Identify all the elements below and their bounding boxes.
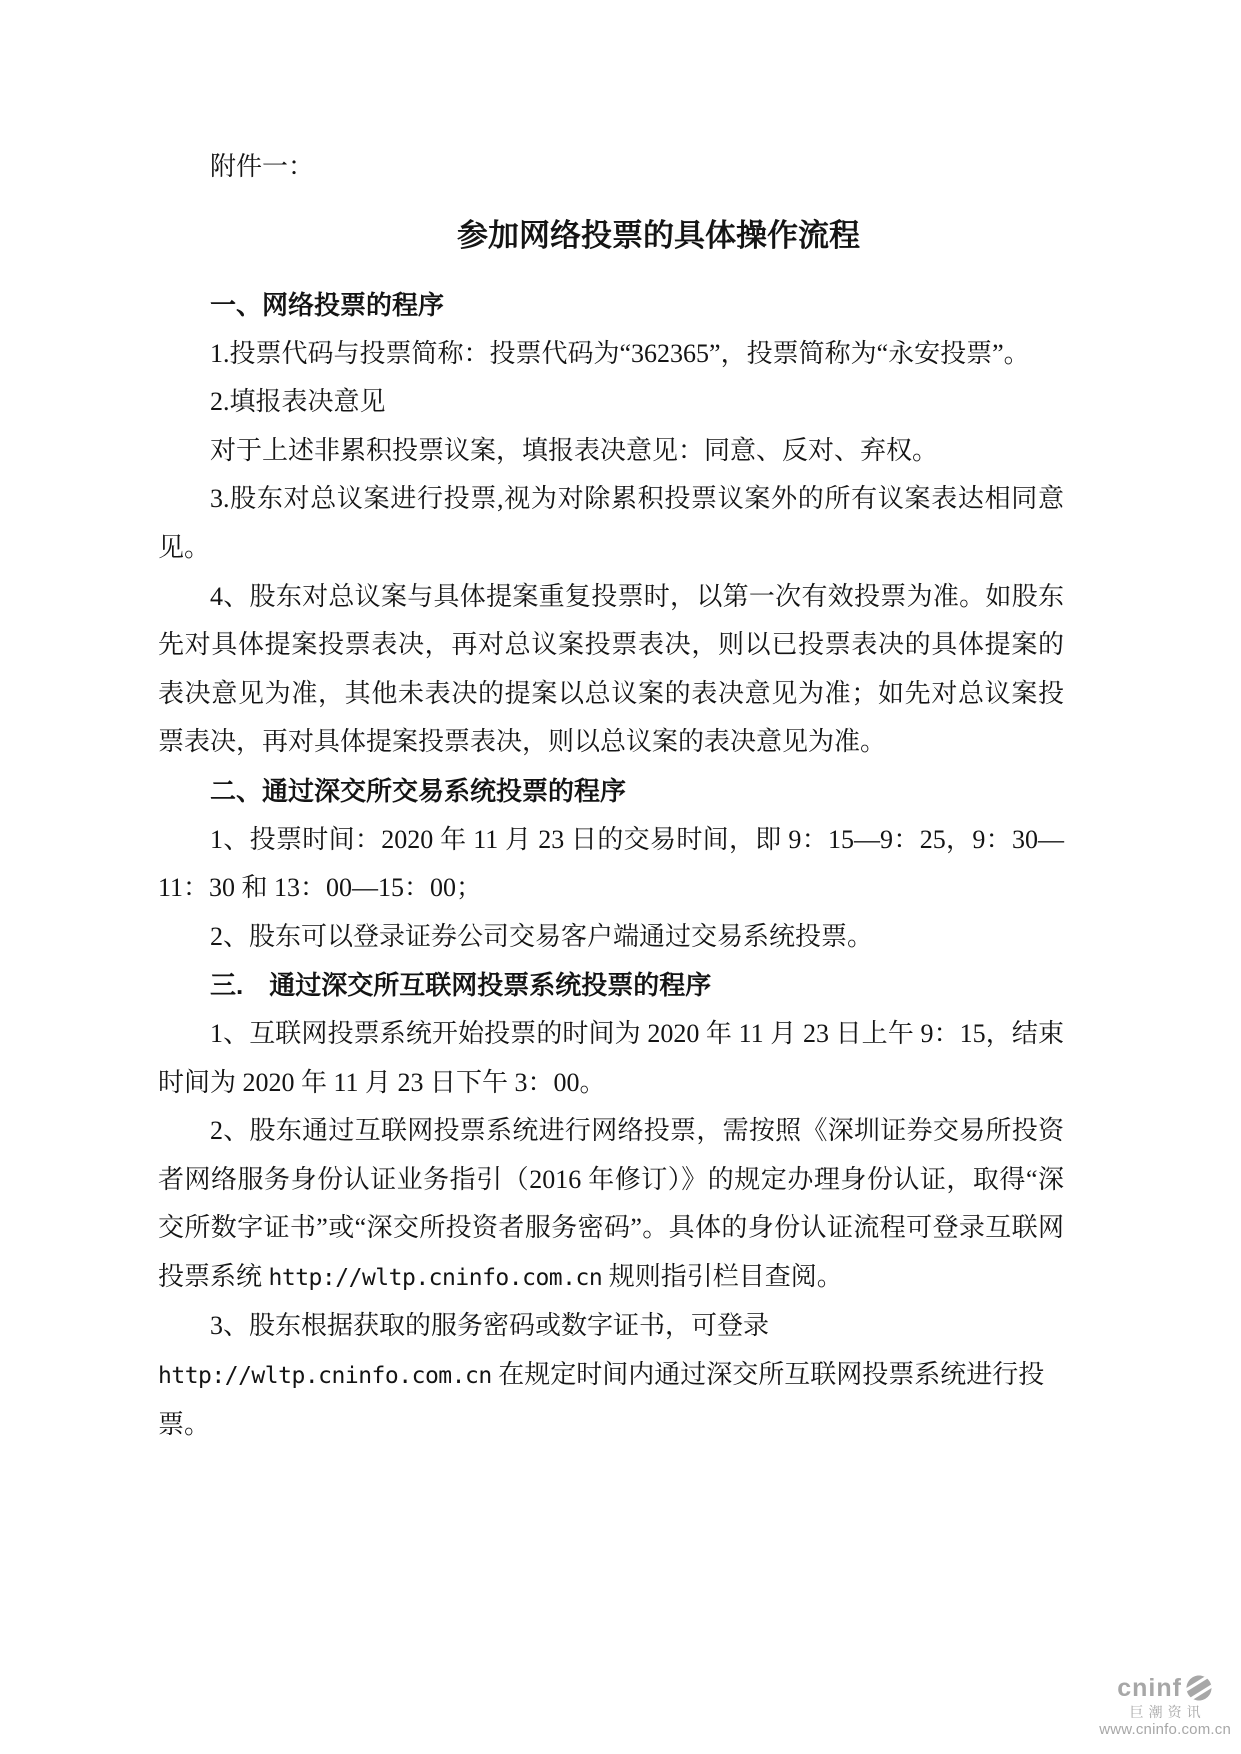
section-heading-internet-system: 三. 通过深交所互联网投票系统投票的程序 — [210, 970, 712, 1001]
document-content — [158, 142, 1064, 1449]
paragraph-text: 3、股东根据获取的服务密码或数字证书，可登录 — [210, 1311, 770, 1341]
section-heading-network-voting: 一、网络投票的程序 — [210, 290, 445, 320]
paragraph-broker-client: 2、股东可以登录证券公司交易客户端通过交易系统投票。 — [210, 921, 874, 951]
paragraph-opinion-options: 对于上述非累积投票议案，填报表决意见：同意、反对、弃权。 — [210, 435, 939, 465]
cninfo-globe-icon — [1185, 1674, 1213, 1702]
cninfo-watermark — [1099, 1674, 1231, 1738]
cninfo-website-url: www.cninfo.com.cn — [1099, 1720, 1231, 1738]
paragraph-duplicate-voting-rule: 4、股东对总议案与具体提案重复投票时，以第一次有效投票为准。如股东先对具体提案投票表决，再对总议案投票表决，则以已投票表决的具体提案的表决意见为准，其他未表决的提案以总议案的表决意见为准；如先对总议案投票表决，再对具体提案投票表决，则以总议案的表决意见为准。 — [158, 581, 1064, 757]
attachment-label: 附件一： — [210, 152, 315, 181]
paragraph-voting-time: 1、投票时间：2020 年 11 月 23 日的交易时间，即 9：15—9：25，9：30—11：30 和 13：00—15：00； — [158, 824, 1064, 903]
paragraph-login-and-vote — [158, 1302, 1064, 1449]
cninfo-logo — [1117, 1674, 1213, 1703]
paragraph-text: 规则指引栏目查阅。 — [602, 1261, 843, 1291]
paragraph-identity-authentication — [158, 1107, 1064, 1302]
paragraph-text: 2、股东通过互联网投票系统进行网络投票，需按照《深圳证券交易所投资者网络服务身份认证业务指引（2016 年修订）》的规定办理身份认证，取得“深交所数字证书”或“深交所投资者服务密码”。具体的身份认证流程可登录互联网投票系统 — [158, 1116, 1064, 1291]
cninfo-chinese-name: 巨潮资讯 — [1129, 1703, 1206, 1720]
paragraph-voting-code: 1.投票代码与投票简称：投票代码为“362365”，投票简称为“永安投票”。 — [210, 338, 1030, 368]
voting-system-url: http://wltp.cninfo.com.cn — [158, 1363, 492, 1390]
paragraph-general-proposal: 3.股东对总议案进行投票,视为对除累积投票议案外的所有议案表达相同意见。 — [158, 484, 1064, 562]
section-heading-trading-system: 二、通过深交所交易系统投票的程序 — [210, 775, 627, 806]
voting-system-url: http://wltp.cninfo.com.cn — [268, 1264, 603, 1291]
cninfo-brand-text: cninf — [1117, 1673, 1182, 1702]
paragraph-internet-voting-time: 1、互联网投票系统开始投票的时间为 2020 年 11 月 23 日上午 9：15，结束时间为 2020 年 11 月 23 日下午 3：00。 — [158, 1018, 1064, 1097]
paragraph-fill-opinion: 2.填报表决意见 — [210, 387, 386, 417]
document-title: 参加网络投票的具体操作流程 — [457, 218, 860, 253]
paragraph-text: 在规定时间内通过深交所互联网投票系统进行投票。 — [158, 1360, 1045, 1439]
